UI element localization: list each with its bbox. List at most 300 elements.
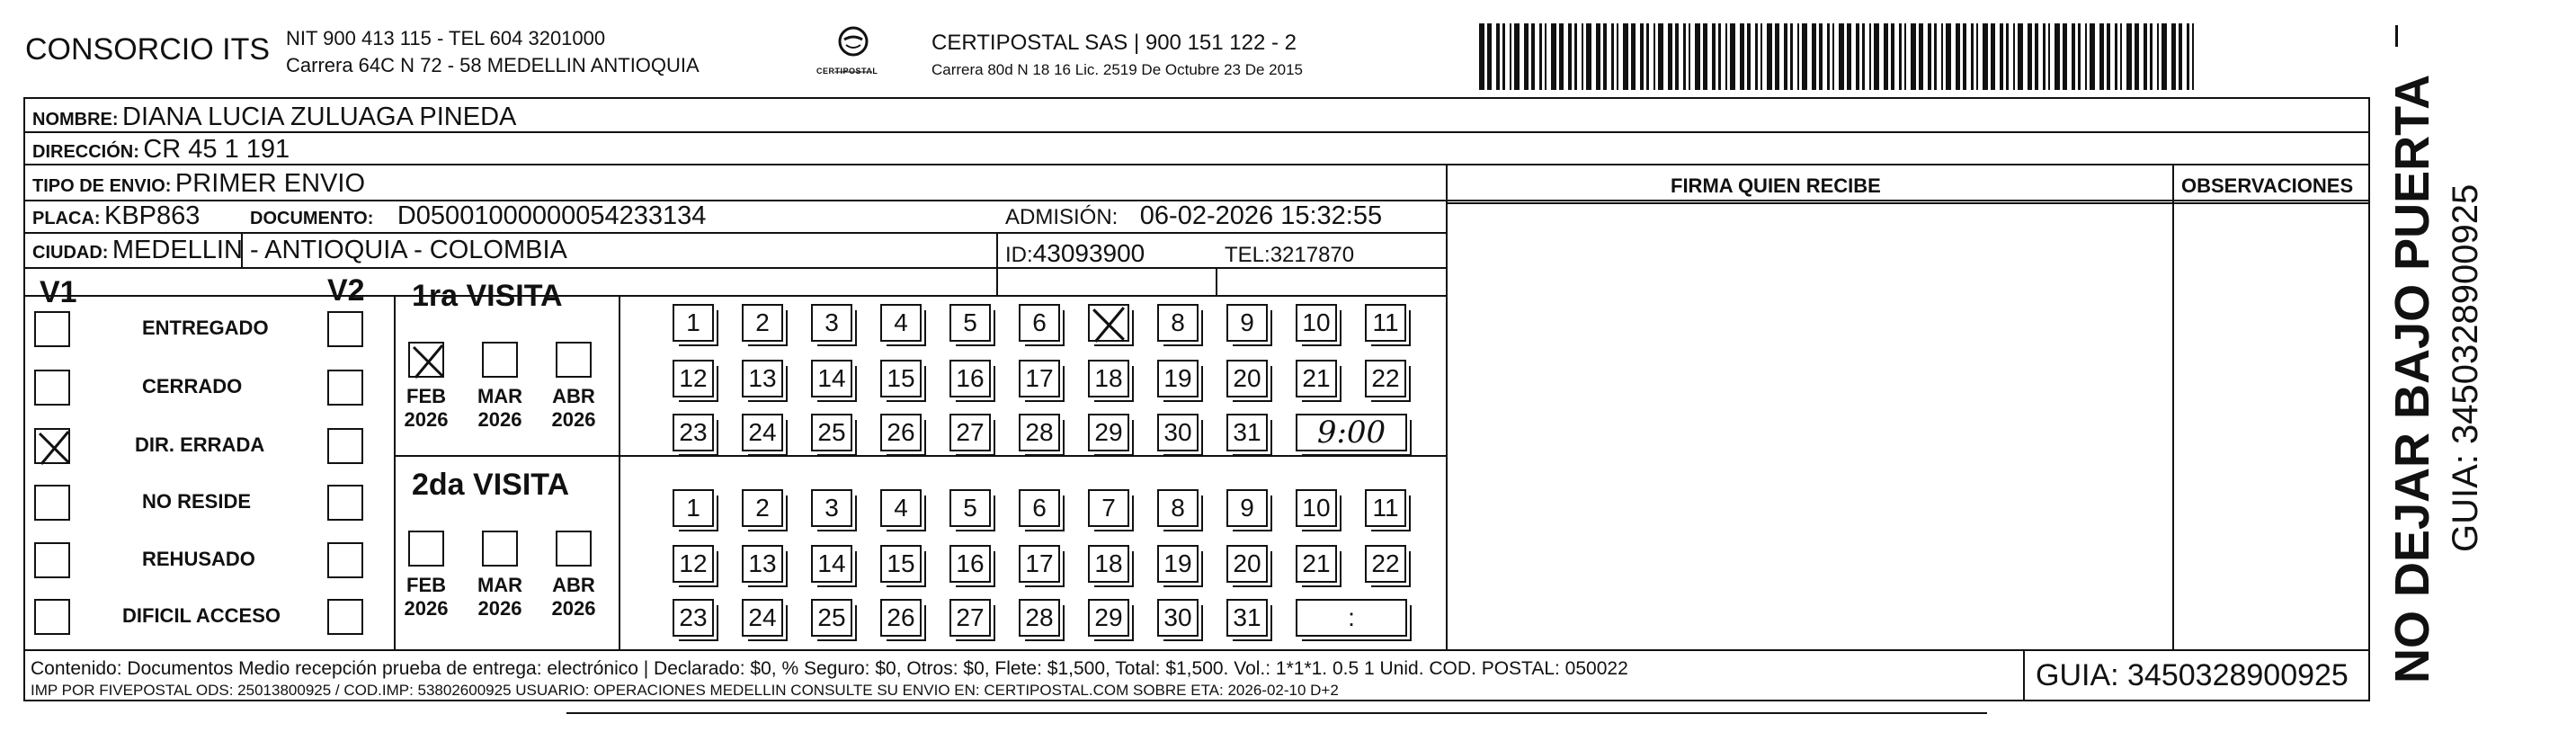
day-number: 4 <box>894 308 908 336</box>
day-box[interactable] <box>673 414 714 451</box>
day-box[interactable] <box>949 599 991 637</box>
barcode-bar <box>1856 23 1859 90</box>
barcode-bar <box>1976 23 1978 90</box>
certipostal-line1: CERTIPOSTAL SAS | 900 151 122 - 2 <box>931 31 1297 55</box>
barcode-bar <box>1623 23 1628 90</box>
month-name: FEB <box>406 385 446 407</box>
barcode-bar <box>2126 23 2132 90</box>
day-number: 12 <box>679 364 708 392</box>
barcode-bar <box>1839 23 1844 90</box>
barcode-bar <box>1646 23 1649 90</box>
barcode-bar <box>1862 23 1865 90</box>
barcode-bar <box>1760 23 1762 90</box>
barcode-bar <box>1603 23 1607 90</box>
barcode-bar <box>1703 23 1707 90</box>
day-number: 24 <box>748 603 777 631</box>
day-box[interactable] <box>1157 360 1199 397</box>
day-box[interactable] <box>1365 545 1406 583</box>
month-name: ABR <box>552 574 595 596</box>
barcode-bar <box>1496 23 1500 90</box>
day-box[interactable] <box>1226 414 1268 451</box>
barcode-bar <box>1899 23 1902 90</box>
barcode-bar <box>1827 23 1830 90</box>
v1-label: V1 <box>40 275 77 309</box>
tipo-label: TIPO DE ENVIO: <box>32 176 172 196</box>
barcode-bar <box>2120 23 2122 90</box>
barcode-bar <box>1611 23 1614 90</box>
v2-checkbox[interactable] <box>327 428 363 464</box>
day-number: 13 <box>748 364 777 392</box>
barcode-bar <box>1695 23 1700 90</box>
barcode-bar <box>2072 23 2075 90</box>
day-box[interactable] <box>811 360 852 397</box>
barcode-bar <box>1869 23 1871 90</box>
day-number: 18 <box>1094 364 1123 392</box>
day-number: 26 <box>887 418 915 446</box>
direccion-value: CR 45 1 191 <box>143 135 290 164</box>
day-number: 15 <box>887 364 915 392</box>
day-number: 22 <box>1371 364 1400 392</box>
month-checkbox[interactable] <box>482 531 518 567</box>
day-box[interactable] <box>1226 599 1268 637</box>
barcode-bar <box>2144 23 2147 90</box>
day-box[interactable] <box>811 599 852 637</box>
tipo-value: PRIMER ENVIO <box>174 169 366 198</box>
month-name: MAR <box>477 574 523 596</box>
barcode-bar <box>2107 23 2110 90</box>
barcode-bar <box>1956 23 1960 90</box>
barcode-bar <box>2157 23 2159 90</box>
barcode-bar <box>2162 23 2167 90</box>
admision-label: ADMISIÓN: <box>1005 205 1119 229</box>
day-box[interactable] <box>1296 489 1337 527</box>
barcode-bar <box>1790 23 1793 90</box>
barcode-bar <box>2006 23 2009 90</box>
barcode-bar <box>1586 23 1591 90</box>
barcode-bar <box>1689 23 1690 90</box>
visit-time-box[interactable] <box>1296 414 1407 451</box>
v1-checkbox[interactable] <box>34 428 70 464</box>
address-line: Carrera 64C N 72 - 58 MEDELLIN ANTIOQUIA <box>286 54 700 76</box>
day-box[interactable] <box>673 360 714 397</box>
month-name: ABR <box>552 385 595 407</box>
barcode-bar <box>1812 23 1816 90</box>
barcode-bar <box>2085 23 2087 90</box>
day-number: 10 <box>1302 308 1331 336</box>
day-number: 23 <box>679 603 708 631</box>
company-name: CONSORCIO ITS <box>25 32 271 67</box>
footer-contents: Contenido: Documentos Medio recepción prueba de entrega: electrónico | Declarado: $0, % Seguro: $0, Otros: $0, Flete: $1,500, Total: $1,500. Vol.: 1*1*1. 0.5 1 Unid. COD. POSTAL: 050022 <box>31 658 1628 679</box>
barcode-bar <box>1725 23 1727 90</box>
month-checkbox[interactable] <box>556 342 592 378</box>
day-box[interactable] <box>1226 304 1268 342</box>
barcode-bar <box>1819 23 1823 90</box>
day-box[interactable] <box>1226 489 1268 527</box>
day-box[interactable] <box>1157 414 1199 451</box>
day-box[interactable] <box>742 414 783 451</box>
day-box[interactable] <box>811 414 852 451</box>
day-box[interactable] <box>949 414 991 451</box>
v2-checkbox[interactable] <box>327 485 363 521</box>
visit-time: 9:00 <box>1316 415 1386 451</box>
barcode-bar <box>1884 23 1888 90</box>
day-number: 30 <box>1163 603 1192 631</box>
ciudad-value: MEDELLIN - ANTIOQUIA - COLOMBIA <box>111 236 567 264</box>
month-label <box>547 574 601 620</box>
barcode-bar <box>1683 23 1686 90</box>
day-box[interactable] <box>1088 599 1129 637</box>
day-number: 28 <box>1025 603 1054 631</box>
month-name: MAR <box>477 385 523 407</box>
day-box[interactable] <box>673 304 714 342</box>
day-number: 19 <box>1163 364 1192 392</box>
day-number: 3 <box>824 308 839 336</box>
v1-checkbox[interactable] <box>34 599 70 635</box>
day-number: 20 <box>1233 549 1261 577</box>
visit-time-box[interactable] <box>1296 599 1407 637</box>
day-box[interactable] <box>742 599 783 637</box>
barcode-bar <box>2055 23 2060 90</box>
day-box[interactable] <box>673 599 714 637</box>
day-box[interactable] <box>1019 599 1060 637</box>
day-number: 4 <box>894 494 908 522</box>
day-number: 5 <box>963 308 977 336</box>
status-option-label: REHUSADO <box>142 548 255 570</box>
day-number: 27 <box>956 418 985 446</box>
day-number: 8 <box>1171 494 1185 522</box>
day-number: 11 <box>1372 308 1399 336</box>
day-box[interactable] <box>1088 545 1129 583</box>
ciudad-cell <box>32 236 567 265</box>
barcode-bar <box>1802 23 1807 90</box>
day-number: 22 <box>1371 549 1400 577</box>
barcode-bar <box>2090 23 2095 90</box>
day-box[interactable] <box>1157 545 1199 583</box>
day-box[interactable] <box>811 545 852 583</box>
v2-checkbox[interactable] <box>327 542 363 578</box>
day-number: 19 <box>1163 549 1192 577</box>
day-number: 31 <box>1233 603 1261 631</box>
side-guia: GUIA: 3450328900925 <box>2446 183 2485 552</box>
barcode-bar <box>1631 23 1636 90</box>
month-label <box>399 385 453 432</box>
barcode-bar <box>1712 23 1716 90</box>
barcode-bar <box>1568 23 1572 90</box>
v2-checkbox[interactable] <box>327 370 363 406</box>
day-box[interactable] <box>673 545 714 583</box>
barcode-bar <box>1524 23 1529 90</box>
admision-value: 06-02-2026 15:32:55 <box>1139 201 1383 230</box>
certipostal-line2: Carrera 80d N 18 16 Lic. 2519 De Octubre 23 De 2015 <box>931 61 1303 78</box>
day-number: 14 <box>817 364 846 392</box>
barcode-bar <box>1510 23 1511 90</box>
id-value: 43093900 <box>1032 239 1145 267</box>
month-year: 2026 <box>551 597 596 620</box>
barcode-bar <box>2187 23 2189 90</box>
day-box[interactable] <box>1088 360 1129 397</box>
day-box[interactable] <box>1157 489 1199 527</box>
nit-line: NIT 900 413 115 - TEL 604 3201000 <box>286 27 606 49</box>
barcode-bar <box>1675 23 1679 90</box>
barcode-bar <box>1983 23 1988 90</box>
day-number: 2 <box>755 308 770 336</box>
v1-checkbox[interactable] <box>34 311 70 347</box>
day-box[interactable] <box>949 489 991 527</box>
barcode-bar <box>2135 23 2139 90</box>
day-number: 25 <box>817 603 846 631</box>
day-number: 13 <box>748 549 777 577</box>
barcode-bar <box>1797 23 1799 90</box>
day-number: 9 <box>1240 494 1254 522</box>
barcode-bar <box>1767 23 1772 90</box>
barcode-bar <box>1514 23 1520 90</box>
month-checkbox[interactable] <box>408 531 444 567</box>
day-box[interactable] <box>1226 545 1268 583</box>
barcode-bar <box>1904 23 1906 90</box>
status-option-label: ENTREGADO <box>142 317 269 339</box>
v2-label: V2 <box>327 273 365 308</box>
month-label <box>473 385 527 432</box>
day-box[interactable] <box>1365 360 1406 397</box>
day-box[interactable] <box>1226 360 1268 397</box>
barcode-bar <box>1658 23 1663 90</box>
day-number: 7 <box>1101 494 1116 522</box>
day-number: 30 <box>1163 418 1192 446</box>
day-box[interactable] <box>1088 489 1129 527</box>
barcode-bar <box>1502 23 1505 90</box>
visit2-title: 2da VISITA <box>412 468 570 502</box>
documento-label: DOCUMENTO: <box>250 209 374 228</box>
day-number: 16 <box>956 549 985 577</box>
visit1-title: 1ra VISITA <box>412 279 563 313</box>
day-box[interactable] <box>742 489 783 527</box>
day-box[interactable] <box>880 489 922 527</box>
day-box[interactable] <box>742 545 783 583</box>
barcode-bar <box>1784 23 1787 90</box>
documento-cell <box>250 201 706 231</box>
status-option-label: NO RESIDE <box>142 490 252 513</box>
barcode-bar <box>1582 23 1583 90</box>
day-number: 20 <box>1233 364 1261 392</box>
documento-value: D05001000000054233134 <box>397 201 707 230</box>
day-number: 31 <box>1233 418 1261 446</box>
day-box[interactable] <box>1019 414 1060 451</box>
barcode-bar <box>2048 23 2050 90</box>
day-number: 29 <box>1094 418 1123 446</box>
day-box[interactable] <box>880 304 922 342</box>
day-box[interactable] <box>880 414 922 451</box>
day-number: 26 <box>887 603 915 631</box>
barcode-bar <box>1730 23 1735 90</box>
day-number: 16 <box>956 364 985 392</box>
v2-checkbox[interactable] <box>327 599 363 635</box>
barcode-bar <box>2099 23 2104 90</box>
month-year: 2026 <box>404 597 449 620</box>
day-number: 8 <box>1171 308 1185 336</box>
v1-checkbox[interactable] <box>34 370 70 406</box>
day-number: 14 <box>817 549 846 577</box>
barcode-bar <box>1755 23 1758 90</box>
day-box[interactable] <box>742 304 783 342</box>
day-box[interactable] <box>1157 304 1199 342</box>
day-box[interactable] <box>673 489 714 527</box>
month-label <box>399 574 453 620</box>
observaciones-header: OBSERVACIONES <box>2181 174 2354 197</box>
nombre-label: NOMBRE: <box>32 110 119 129</box>
day-box[interactable] <box>811 304 852 342</box>
day-box[interactable] <box>949 545 991 583</box>
nombre-row <box>32 103 516 132</box>
barcode <box>1479 23 2203 90</box>
day-box[interactable] <box>1019 545 1060 583</box>
tel-label: TEL: <box>1225 243 1270 267</box>
barcode-bar <box>2115 23 2117 90</box>
barcode-bar <box>2035 23 2038 90</box>
barcode-bar <box>2078 23 2081 90</box>
barcode-bar <box>2171 23 2176 90</box>
status-option-label: CERRADO <box>142 375 243 397</box>
day-box[interactable] <box>1088 414 1129 451</box>
company-contact <box>286 25 700 79</box>
day-number: 6 <box>1032 308 1047 336</box>
barcode-bar <box>1559 23 1564 90</box>
id-cell <box>1005 239 1145 268</box>
id-label: ID: <box>1005 243 1033 267</box>
day-box[interactable] <box>1296 545 1337 583</box>
day-number: 1 <box>686 308 700 336</box>
status-option-label: DIR. ERRADA <box>135 433 265 456</box>
barcode-bar <box>1874 23 1879 90</box>
day-number: 9 <box>1240 308 1254 336</box>
logo-text: CERTIPOSTAL <box>816 67 878 76</box>
day-number: 11 <box>1372 494 1399 522</box>
day-box[interactable] <box>1019 489 1060 527</box>
month-label <box>473 574 527 620</box>
barcode-bar <box>1941 23 1943 90</box>
barcode-bar <box>1963 23 1966 90</box>
barcode-bar <box>1551 23 1556 90</box>
barcode-bar <box>1718 23 1721 90</box>
barcode-bar <box>1545 23 1546 90</box>
day-box[interactable] <box>1365 304 1406 342</box>
day-number: 3 <box>824 494 839 522</box>
v1-checkbox[interactable] <box>34 542 70 578</box>
barcode-bar <box>1919 23 1923 90</box>
month-checkbox[interactable] <box>556 531 592 567</box>
barcode-bar <box>2028 23 2032 90</box>
v1-checkbox[interactable] <box>34 485 70 521</box>
day-number: 17 <box>1025 549 1054 577</box>
barcode-bar <box>1479 23 1484 90</box>
month-checkbox[interactable] <box>482 342 518 378</box>
day-number: 27 <box>956 603 985 631</box>
barcode-bar <box>1640 23 1644 90</box>
barcode-bar <box>2179 23 2182 90</box>
shipping-form <box>23 97 2370 701</box>
day-number: 17 <box>1025 364 1054 392</box>
day-box[interactable] <box>880 599 922 637</box>
barcode-bar <box>1971 23 1974 90</box>
day-number: 15 <box>887 549 915 577</box>
day-box[interactable] <box>880 360 922 397</box>
barcode-bar <box>1531 23 1535 90</box>
day-number: 18 <box>1094 549 1123 577</box>
barcode-bar <box>1668 23 1672 90</box>
day-number: 25 <box>817 418 846 446</box>
barcode-bar <box>1740 23 1744 90</box>
nombre-value: DIANA LUCIA ZULUAGA PINEDA <box>122 103 517 131</box>
day-box[interactable] <box>742 360 783 397</box>
month-year: 2026 <box>404 408 449 431</box>
day-box[interactable] <box>1365 489 1406 527</box>
visit-time: : <box>1348 603 1355 631</box>
placa-value: KBP863 <box>104 201 201 230</box>
month-year: 2026 <box>477 597 522 620</box>
corner-mark <box>2395 25 2398 47</box>
barcode-bar <box>2018 23 2023 90</box>
firma-header: FIRMA QUIEN RECIBE <box>1671 174 1881 197</box>
barcode-bar <box>1617 23 1618 90</box>
day-number: 21 <box>1302 549 1331 577</box>
day-number: 6 <box>1032 494 1047 522</box>
tel-cell <box>1225 243 1354 268</box>
barcode-bar <box>2013 23 2015 90</box>
day-number: 5 <box>963 494 977 522</box>
day-box[interactable] <box>880 545 922 583</box>
day-number: 1 <box>686 494 700 522</box>
day-box[interactable] <box>1019 304 1060 342</box>
v2-checkbox[interactable] <box>327 311 363 347</box>
day-box[interactable] <box>1157 599 1199 637</box>
day-box[interactable] <box>949 360 991 397</box>
day-number: 2 <box>755 494 770 522</box>
month-year: 2026 <box>477 408 522 431</box>
day-box[interactable] <box>1088 304 1129 342</box>
barcode-bar <box>1596 23 1600 90</box>
barcode-bar <box>1775 23 1779 90</box>
day-box[interactable] <box>1296 360 1337 397</box>
month-checkbox[interactable] <box>408 342 444 378</box>
barcode-bar <box>1574 23 1577 90</box>
footer-printing: IMP POR FIVEPOSTAL ODS: 25013800925 / COD.IMP: 53802600925 USUARIO: OPERACIONES MEDELLIN CONSULTE SU ENVIO EN: CERTIPOSTAL.COM SOBRE ETA: 2026-02-10 D+2 <box>31 682 1339 699</box>
admision-cell <box>1005 201 1382 231</box>
placa-cell <box>32 201 200 231</box>
status-option-label: DIFICIL ACCESO <box>122 604 281 627</box>
day-box[interactable] <box>811 489 852 527</box>
day-number: 10 <box>1302 494 1331 522</box>
barcode-bar <box>1539 23 1542 90</box>
no-dejar-notice: NO DEJAR BAJO PUERTA <box>2385 74 2439 683</box>
barcode-bar <box>1911 23 1916 90</box>
ciudad-label: CIUDAD: <box>32 243 109 263</box>
barcode-bar <box>1847 23 1851 90</box>
day-box[interactable] <box>1296 304 1337 342</box>
barcode-bar <box>1487 23 1492 90</box>
tipo-row <box>32 169 365 199</box>
barcode-bar <box>1934 23 1937 90</box>
month-label <box>547 385 601 432</box>
tel-value: 3217870 <box>1270 243 1355 267</box>
day-box[interactable] <box>1019 360 1060 397</box>
direccion-label: DIRECCIÓN: <box>32 142 139 162</box>
day-number: 12 <box>679 549 708 577</box>
day-number: 28 <box>1025 418 1054 446</box>
barcode-bar <box>1928 23 1931 90</box>
barcode-bar <box>1946 23 1951 90</box>
barcode-bar <box>2000 23 2003 90</box>
day-box[interactable] <box>949 304 991 342</box>
barcode-bar <box>2043 23 2046 90</box>
